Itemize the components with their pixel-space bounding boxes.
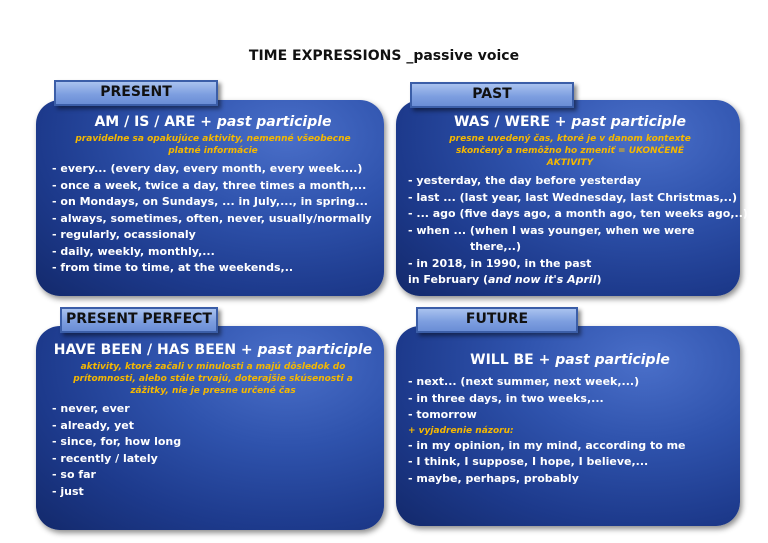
present-perfect-list <box>52 401 374 500</box>
list-item: - always, sometimes, often, never, usually/normally <box>52 211 372 225</box>
past-last-item-end: ) <box>596 273 602 286</box>
future-inline-note: + vyjadrenie názoru: <box>408 425 514 436</box>
page-title: TIME EXPRESSIONS _passive voice <box>248 48 520 64</box>
list-item: - recently / lately <box>52 451 158 465</box>
present-heading-pp: past participle <box>216 114 332 130</box>
future-heading <box>408 352 732 368</box>
list-item: - I think, I suppose, I hope, I believe,... <box>408 455 649 468</box>
list-item: - when ... (when I was younger, when we were <box>408 223 695 237</box>
past-card <box>396 100 748 296</box>
list-item: - yesterday, the day before yesterday <box>408 174 642 187</box>
list-item: - never, ever <box>52 402 130 415</box>
past-last-item-italic: and now it's April <box>487 273 597 286</box>
present-note: pravidelne sa opakujúce aktivity, nemenné všeobecne platné informácie <box>75 134 351 156</box>
list-item: - once a week, twice a day, three times a month,... <box>52 178 367 192</box>
past-last-item-text: in February ( <box>408 273 488 286</box>
present-perfect-note: aktivity, ktoré začali v minulosti a majú dôsledok do prítomnosti, alebo stále trvajú, doterajšie skúsenosti a zážitky, nie je presne určené čas <box>73 362 353 396</box>
list-item: - maybe, perhaps, probably <box>408 471 579 485</box>
past-list <box>408 173 748 289</box>
list-item: - just <box>52 484 84 498</box>
tab-past: PAST <box>410 82 574 108</box>
list-item: - next... (next summer, next week,...) <box>408 375 640 388</box>
tab-present-perfect: PRESENT PERFECT <box>60 307 218 333</box>
list-item: - so far <box>52 468 96 481</box>
tab-future: FUTURE <box>416 307 578 333</box>
future-heading-pp: past participle <box>555 352 670 368</box>
present-card <box>36 100 384 296</box>
present-perfect-heading <box>52 342 374 358</box>
tab-present: PRESENT <box>54 80 218 106</box>
present-perfect-heading-pp: past participle <box>257 342 373 358</box>
list-item: - already, yet <box>52 418 134 432</box>
present-perfect-heading-verb: HAVE BEEN / HAS BEEN + <box>53 342 258 358</box>
list-item: - last ... (last year, last Wednesday, last Christmas,..) <box>408 190 738 204</box>
future-card <box>396 326 740 526</box>
list-item: - in three days, in two weeks,... <box>408 391 604 405</box>
list-item: - every... (every day, every month, every week....) <box>52 162 363 175</box>
list-item: - from time to time, at the weekends,.. <box>52 261 294 274</box>
list-item: - regularly, ocassionaly <box>52 228 196 241</box>
list-item: - in 2018, in 1990, in the past <box>408 256 592 270</box>
past-heading <box>408 114 732 130</box>
list-item <box>408 272 732 289</box>
future-list <box>408 374 732 487</box>
past-heading-verb: WAS / WERE + <box>453 114 572 130</box>
present-list <box>52 161 374 277</box>
list-item: - tomorrow <box>408 408 477 421</box>
list-item: - on Mondays, on Sundays, ... in July,..., in spring... <box>52 195 368 208</box>
present-perfect-card <box>36 326 384 530</box>
past-note: presne uvedený čas, ktoré je v danom kontexte skončený a nemôžno ho zmeniť = UKONČENÉ AKTIVITY <box>449 134 691 168</box>
present-heading-verb: AM / IS / ARE + <box>94 114 217 130</box>
past-heading-pp: past participle <box>571 114 687 130</box>
list-item: there,..) <box>470 240 521 253</box>
list-item: - ... ago (five days ago, a month ago, ten weeks ago,..) <box>408 207 748 220</box>
future-heading-verb: WILL BE + <box>470 352 556 368</box>
list-item: - since, for, how long <box>52 435 182 448</box>
list-item: - daily, weekly, monthly,... <box>52 244 215 258</box>
list-item: - in my opinion, in my mind, according to me <box>408 438 686 452</box>
present-heading <box>52 114 374 130</box>
